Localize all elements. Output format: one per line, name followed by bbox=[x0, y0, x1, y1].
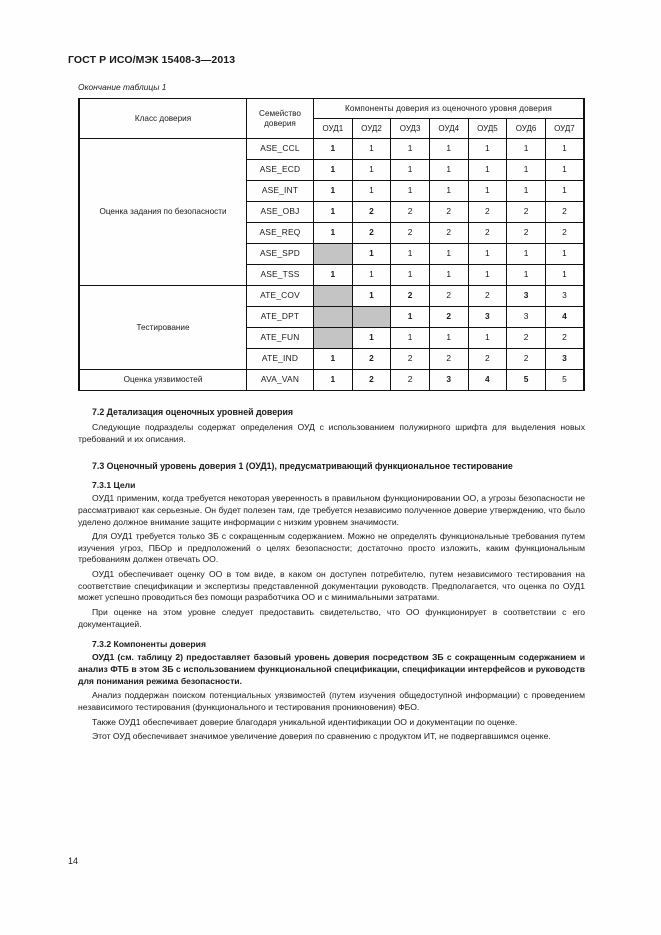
value-cell: 2 bbox=[391, 349, 430, 370]
value-cell: 1 bbox=[429, 160, 468, 181]
family-cell: ATE_IND bbox=[247, 349, 314, 370]
section-732-paragraph-1: ОУД1 (см. таблицу 2) предоставляет базовый уровень доверия посредством ЗБ с сокращенным содержанием и анализ ФТБ в этом ЗБ с использованием функциональной спецификации, спецификации интерфейсов и руководств для понимания режима безопасности. bbox=[78, 652, 585, 686]
value-cell: 1 bbox=[429, 139, 468, 160]
value-cell bbox=[314, 307, 353, 328]
value-cell: 2 bbox=[429, 223, 468, 244]
page-content bbox=[68, 54, 585, 743]
section-731-heading: 7.3.1 Цели bbox=[92, 480, 136, 491]
table-row bbox=[79, 139, 584, 160]
value-cell: 2 bbox=[545, 202, 584, 223]
family-cell: ASE_INT bbox=[247, 181, 314, 202]
value-cell: 1 bbox=[314, 181, 353, 202]
section-72-paragraph-1: Следующие подразделы содержат определения ОУД с использованием полужирного шрифта для выделения новых требований и их описания. bbox=[78, 422, 585, 444]
class-cell: Оценка уязвимостей bbox=[79, 370, 247, 391]
value-cell: 2 bbox=[507, 328, 546, 349]
family-cell: AVA_VAN bbox=[247, 370, 314, 391]
value-cell: 2 bbox=[507, 223, 546, 244]
header-family bbox=[247, 99, 314, 139]
value-cell: 2 bbox=[468, 349, 507, 370]
value-cell: 1 bbox=[391, 328, 430, 349]
value-cell: 1 bbox=[429, 328, 468, 349]
value-cell: 2 bbox=[391, 202, 430, 223]
document-header: ГОСТ Р ИСО/МЭК 15408-3—2013 bbox=[68, 54, 236, 66]
value-cell: 3 bbox=[507, 286, 546, 307]
value-cell: 2 bbox=[468, 286, 507, 307]
value-cell: 1 bbox=[468, 160, 507, 181]
value-cell: 1 bbox=[468, 181, 507, 202]
header-eal-7: ОУД7 bbox=[545, 119, 584, 139]
value-cell: 1 bbox=[545, 160, 584, 181]
value-cell: 2 bbox=[507, 202, 546, 223]
header-class: Класс доверия bbox=[79, 99, 247, 139]
header-eal-4: ОУД4 bbox=[429, 119, 468, 139]
value-cell: 5 bbox=[507, 370, 546, 391]
value-cell: 2 bbox=[352, 223, 391, 244]
family-cell: ASE_TSS bbox=[247, 265, 314, 286]
page-number: 14 bbox=[68, 856, 79, 866]
header-eal-1: ОУД1 bbox=[314, 119, 353, 139]
value-cell: 1 bbox=[468, 244, 507, 265]
value-cell: 3 bbox=[507, 307, 546, 328]
table-header bbox=[79, 99, 584, 139]
value-cell: 1 bbox=[352, 244, 391, 265]
section-731-paragraph-1: ОУД1 применим, когда требуется некоторая уверенность в правильном функционировании ОО, а угрозы безопасности не рассматривают как серьезные. Он будет полезен там, где требуется независимо полученное доверие утверждению, что было уделено должное внимание защите информации с низким уровнем значимости. bbox=[78, 493, 585, 527]
section-732-paragraph-2: Анализ поддержан поиском потенциальных уязвимостей (путем изучения общедоступной информации) с проведением независимого тестирования (функционального и тестирования проникновения) ФБО. bbox=[78, 690, 585, 712]
value-cell: 1 bbox=[545, 265, 584, 286]
value-cell: 2 bbox=[507, 349, 546, 370]
class-cell: Тестирование bbox=[79, 286, 247, 370]
section-731-paragraph-2: Для ОУД1 требуется только ЗБ с сокращенным содержанием. Можно не определять функциональные требования путем изучения угроз, ПБОр и предположений о целях безопасности; достаточно просто изложить, каким функциональным требованиям должен отвечать ОО. bbox=[78, 531, 585, 565]
value-cell: 3 bbox=[545, 349, 584, 370]
value-cell: 1 bbox=[545, 181, 584, 202]
value-cell: 1 bbox=[391, 139, 430, 160]
value-cell: 2 bbox=[545, 328, 584, 349]
section-732-paragraph-3: Также ОУД1 обеспечивает доверие благодаря уникальной идентификации ОО и документации по оценке. bbox=[92, 716, 518, 727]
value-cell: 2 bbox=[429, 286, 468, 307]
value-cell: 1 bbox=[314, 139, 353, 160]
value-cell: 2 bbox=[429, 202, 468, 223]
value-cell: 3 bbox=[429, 370, 468, 391]
value-cell: 1 bbox=[314, 370, 353, 391]
header-eal-6: ОУД6 bbox=[507, 119, 546, 139]
section-731-paragraph-4: При оценке на этом уровне следует предоставить свидетельство, что ОО функционирует в соответствии с его документацией. bbox=[78, 607, 585, 629]
value-cell: 1 bbox=[429, 265, 468, 286]
section-732-heading: 7.3.2 Компоненты доверия bbox=[92, 639, 206, 650]
family-cell: ATE_FUN bbox=[247, 328, 314, 349]
value-cell: 1 bbox=[545, 244, 584, 265]
value-cell: 1 bbox=[391, 181, 430, 202]
family-cell: ASE_ECD bbox=[247, 160, 314, 181]
header-group: Компоненты доверия из оценочного уровня доверия bbox=[314, 99, 585, 119]
value-cell: 1 bbox=[391, 160, 430, 181]
value-cell: 5 bbox=[545, 370, 584, 391]
value-cell: 1 bbox=[545, 139, 584, 160]
value-cell: 1 bbox=[429, 244, 468, 265]
value-cell: 3 bbox=[468, 307, 507, 328]
value-cell: 1 bbox=[352, 160, 391, 181]
value-cell: 2 bbox=[468, 223, 507, 244]
value-cell: 1 bbox=[391, 265, 430, 286]
value-cell: 2 bbox=[429, 307, 468, 328]
table-body bbox=[79, 139, 584, 391]
class-cell: Оценка задания по безопасности bbox=[79, 139, 247, 286]
value-cell: 2 bbox=[429, 349, 468, 370]
family-cell: ASE_REQ bbox=[247, 223, 314, 244]
value-cell: 1 bbox=[507, 160, 546, 181]
table-row bbox=[79, 370, 584, 391]
value-cell: 1 bbox=[507, 139, 546, 160]
section-73-heading: 7.3 Оценочный уровень доверия 1 (ОУД1), предусматривающий функциональное тестирование bbox=[92, 461, 513, 472]
value-cell: 1 bbox=[352, 139, 391, 160]
value-cell: 4 bbox=[545, 307, 584, 328]
value-cell: 2 bbox=[391, 370, 430, 391]
table-header-row-1 bbox=[79, 99, 584, 119]
value-cell: 1 bbox=[352, 286, 391, 307]
value-cell: 2 bbox=[545, 223, 584, 244]
header-eal-2: ОУД2 bbox=[352, 119, 391, 139]
value-cell: 1 bbox=[352, 181, 391, 202]
table-caption: Окончание таблицы 1 bbox=[78, 82, 167, 92]
assurance-components-table bbox=[78, 98, 585, 391]
value-cell: 2 bbox=[352, 370, 391, 391]
table-row bbox=[79, 286, 584, 307]
family-cell: ATE_DPT bbox=[247, 307, 314, 328]
header-eal-5: ОУД5 bbox=[468, 119, 507, 139]
value-cell bbox=[352, 307, 391, 328]
value-cell: 1 bbox=[468, 265, 507, 286]
value-cell: 1 bbox=[314, 223, 353, 244]
value-cell: 2 bbox=[468, 202, 507, 223]
value-cell: 1 bbox=[352, 265, 391, 286]
header-eal-3: ОУД3 bbox=[391, 119, 430, 139]
header-family-line1: Семейство bbox=[259, 109, 301, 119]
value-cell: 1 bbox=[314, 160, 353, 181]
value-cell: 4 bbox=[468, 370, 507, 391]
value-cell: 1 bbox=[314, 349, 353, 370]
value-cell: 2 bbox=[352, 349, 391, 370]
value-cell: 1 bbox=[352, 328, 391, 349]
value-cell: 2 bbox=[391, 286, 430, 307]
value-cell bbox=[314, 328, 353, 349]
family-cell: ASE_SPD bbox=[247, 244, 314, 265]
value-cell: 2 bbox=[391, 223, 430, 244]
value-cell: 3 bbox=[545, 286, 584, 307]
value-cell bbox=[314, 244, 353, 265]
value-cell: 1 bbox=[391, 307, 430, 328]
value-cell: 1 bbox=[429, 181, 468, 202]
family-cell: ATE_COV bbox=[247, 286, 314, 307]
family-cell: ASE_CCL bbox=[247, 139, 314, 160]
section-72-heading: 7.2 Детализация оценочных уровней доверия bbox=[92, 407, 294, 417]
value-cell: 1 bbox=[507, 265, 546, 286]
family-cell: ASE_OBJ bbox=[247, 202, 314, 223]
value-cell: 1 bbox=[507, 244, 546, 265]
value-cell: 1 bbox=[507, 181, 546, 202]
section-732-paragraph-4: Этот ОУД обеспечивает значимое увеличение доверия по сравнению с продуктом ИТ, не подвергавшимся оценке. bbox=[92, 731, 551, 742]
value-cell: 1 bbox=[314, 202, 353, 223]
value-cell: 1 bbox=[468, 328, 507, 349]
value-cell: 1 bbox=[468, 139, 507, 160]
value-cell: 1 bbox=[314, 265, 353, 286]
value-cell bbox=[314, 286, 353, 307]
value-cell: 1 bbox=[391, 244, 430, 265]
header-family-line2: доверия bbox=[264, 118, 296, 128]
section-731-paragraph-3: ОУД1 обеспечивает оценку ОО в том виде, в каком он доступен потребителю, путем независимого тестирования на соответствие спецификации и экспертизы представленной документации руководств. Предполагается, что оценка по ОУД1 может успешно проводиться без помощи разработчика ОО и с минимальными затратами. bbox=[78, 569, 585, 603]
value-cell: 2 bbox=[352, 202, 391, 223]
